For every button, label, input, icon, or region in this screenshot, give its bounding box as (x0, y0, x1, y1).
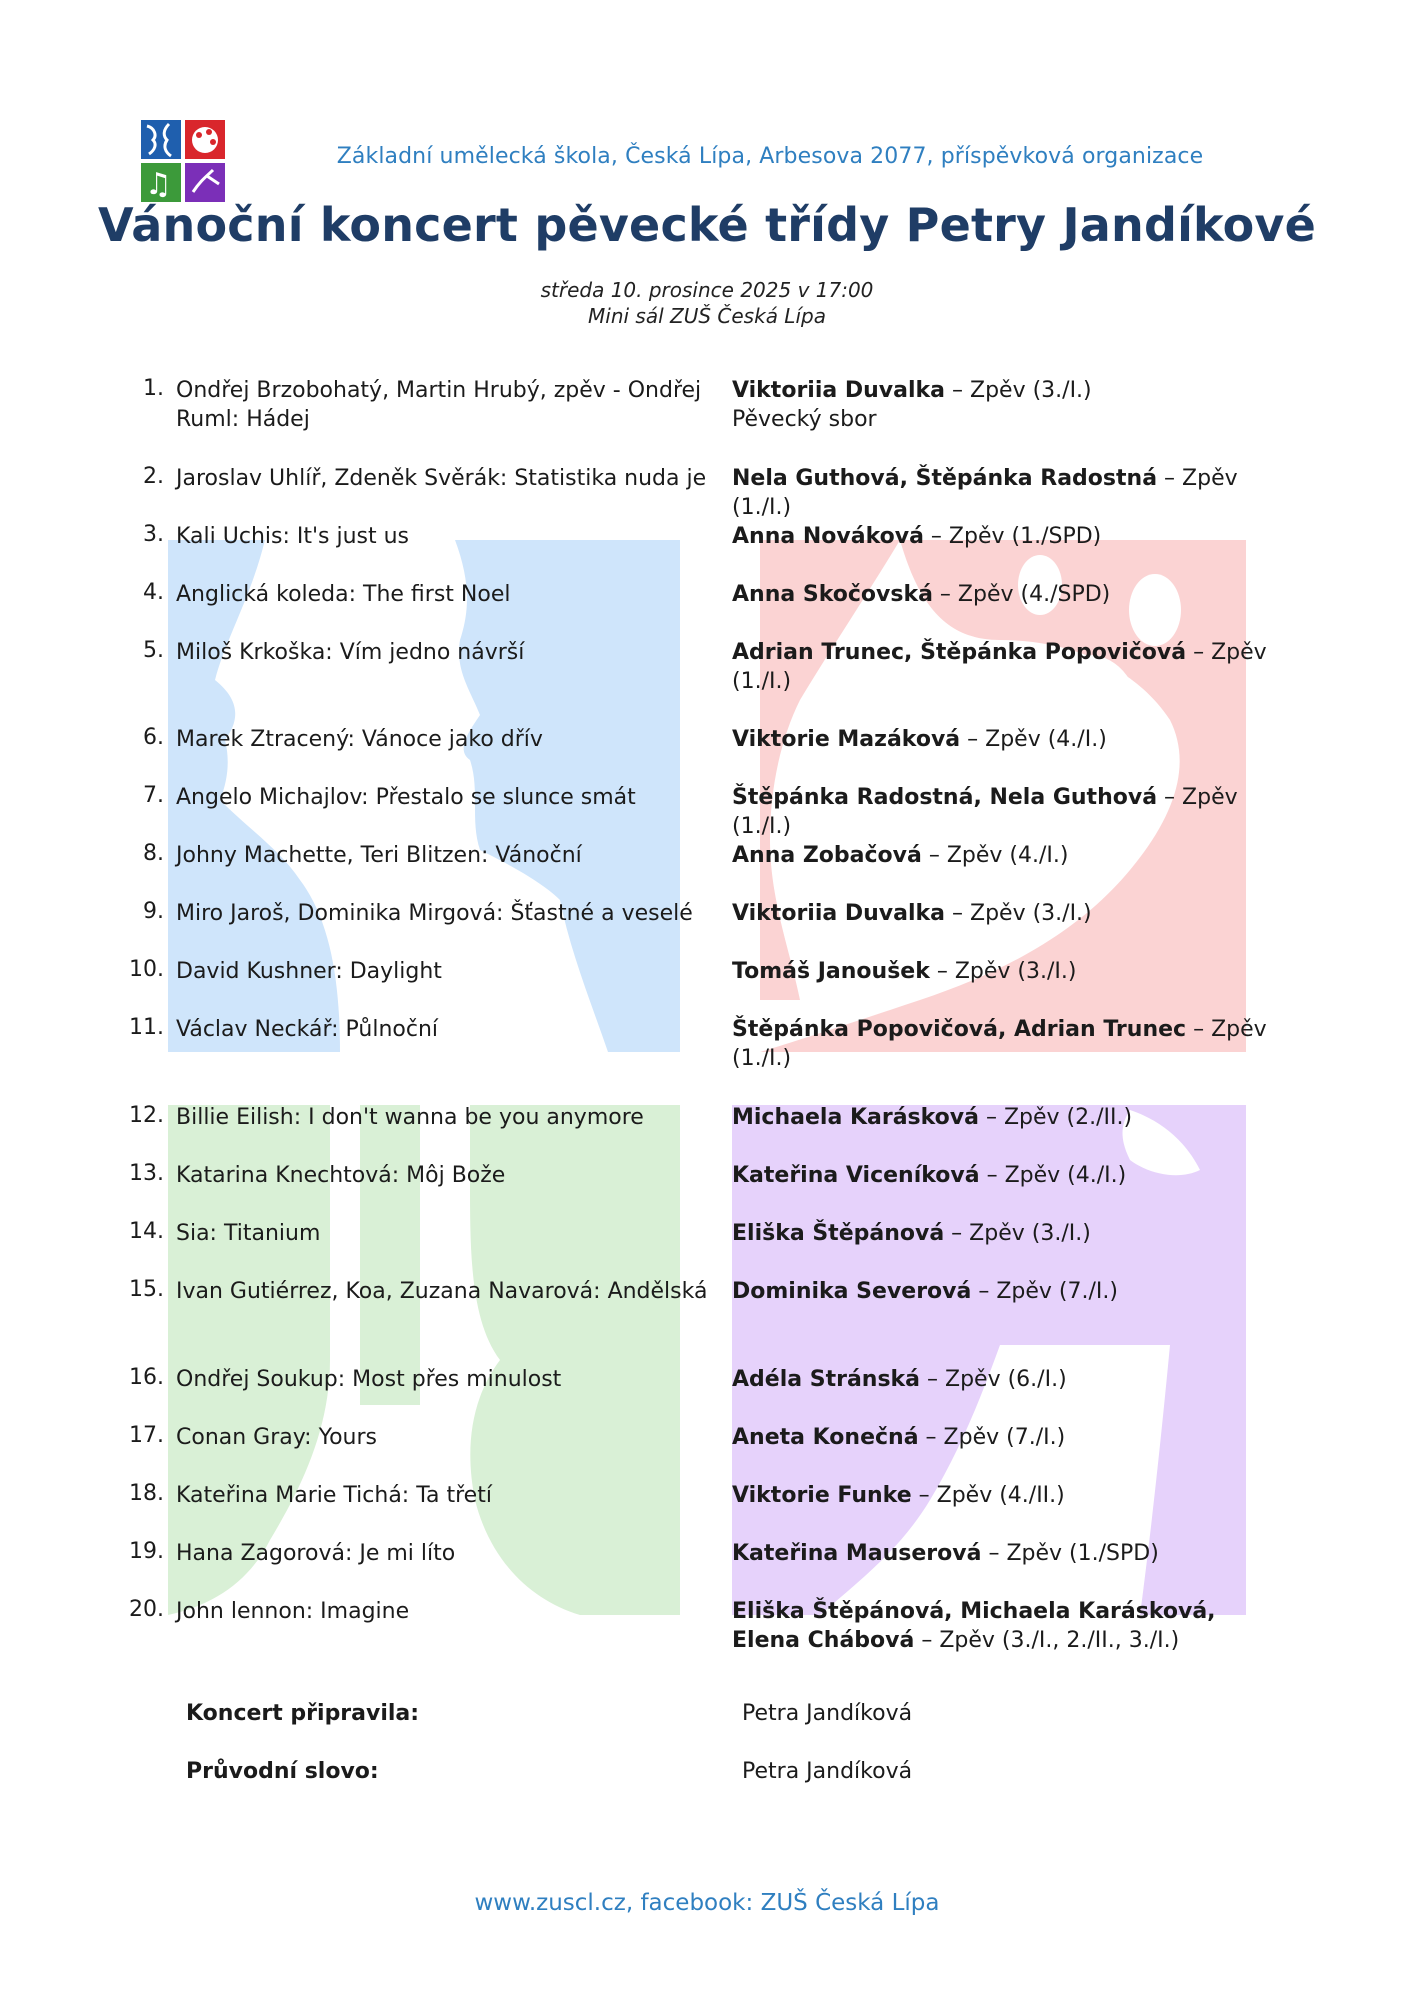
program-detail: – Zpěv (3./I.) (929, 959, 1077, 984)
program-number: 6. (143, 725, 164, 750)
program-piece: Angelo Michajlov: Přestalo se slunce smát (176, 785, 636, 810)
program-performer-line (732, 725, 1282, 754)
program-performer: Eliška Štěpánová, Michaela Karásková, Elena Chábová (732, 1599, 1216, 1653)
page-title: Vánoční koncert pěvecké třídy Petry Jandíkové (98, 198, 1316, 252)
program-piece: Katarina Knechtová: Môj Bože (176, 1163, 506, 1188)
program-performer: Tomáš Janoušek (732, 959, 930, 984)
program-detail: – Zpěv (1./I.) (732, 1017, 1267, 1071)
program-performer-line (732, 783, 1282, 841)
program-piece: Sia: Titanium (176, 1221, 321, 1246)
program-piece: Conan Gray: Yours (176, 1425, 378, 1450)
program-piece: Kateřina Marie Tichá: Ta třetí (176, 1483, 492, 1508)
program-piece: Billie Eilish: I don't wanna be you anymore (176, 1105, 644, 1130)
program-piece: Anglická koleda: The first Noel (176, 582, 511, 607)
program-piece: Johny Machette, Teri Blitzen: Vánoční (176, 843, 582, 868)
program-performer-line (732, 464, 1282, 522)
program-performer-line (732, 841, 1282, 870)
program-performer: Štěpánka Popovičová, Adrian Trunec (732, 1017, 1187, 1042)
program-performer-line (732, 638, 1282, 696)
program-number: 15. (129, 1277, 164, 1302)
program-performer-line (732, 1597, 1282, 1655)
program-number: 14. (129, 1219, 164, 1244)
program-detail: – Zpěv (1./SPD) (981, 1541, 1159, 1566)
organization-name: Základní umělecká škola, Česká Lípa, Arbesova 2077, příspěvková organizace (336, 144, 1204, 169)
program-detail: – Zpěv (1./I.) (732, 785, 1238, 839)
program-performer: Michaela Karásková (732, 1105, 979, 1130)
program-number: 5. (143, 638, 164, 663)
program-performer: Adéla Stránská (732, 1367, 921, 1392)
program-performer-line (732, 1103, 1282, 1132)
program-number: 19. (129, 1539, 164, 1564)
program-detail: – Zpěv (2./II.) (978, 1105, 1133, 1130)
program-detail: – Zpěv (4./I.) (979, 1163, 1127, 1188)
program-performer-line (732, 1015, 1282, 1073)
program-detail: – Zpěv (3./I.) (944, 1221, 1091, 1246)
program-performer: Anna Nováková (732, 524, 924, 549)
concert-venue: Mini sál ZUŠ Česká Lípa (588, 304, 826, 328)
program-number: 17. (129, 1423, 164, 1448)
program-detail: – Zpěv (4./SPD) (932, 582, 1111, 607)
program-performer-line (732, 1365, 1282, 1394)
program-number: 1. (143, 376, 164, 401)
program-performer: Nela Guthová, Štěpánka Radostná (732, 466, 1158, 491)
concert-date: středa 10. prosince 2025 v 17:00 (540, 278, 874, 302)
program-number: 7. (143, 783, 164, 808)
program-performer-line (732, 1219, 1282, 1248)
prepared-by-label: Koncert připravila: (186, 1701, 420, 1726)
program-piece: Ivan Gutiérrez, Koa, Zuzana Navarová: Andělská (176, 1279, 708, 1304)
program-detail: – Zpěv (4./I.) (921, 843, 1069, 868)
program-performer: Viktoriia Duvalka (732, 378, 946, 403)
program-performer-line (732, 580, 1282, 609)
program-piece: Hana Zagorová: Je mi líto (176, 1541, 456, 1566)
program-number: 9. (143, 899, 164, 924)
program-detail: – Zpěv (3./I., 2./II., 3./I.) (914, 1628, 1180, 1653)
program-performer-line (732, 1277, 1282, 1306)
program-number: 3. (143, 522, 164, 547)
program-piece: John lennon: Imagine (176, 1599, 410, 1624)
program-piece: Marek Ztracený: Vánoce jako dřív (176, 727, 543, 752)
program-detail: – Zpěv (1./I.) (732, 640, 1267, 694)
program-piece: Miloš Krkoška: Vím jedno návrší (176, 640, 525, 665)
program-detail: – Zpěv (7./I.) (971, 1279, 1118, 1304)
program-performer: Anna Zobačová (732, 843, 922, 868)
program-detail: – Zpěv (1./SPD) (923, 524, 1102, 549)
program-detail: – Zpěv (4./I.) (960, 727, 1107, 752)
program-number: 20. (129, 1597, 164, 1622)
program-number: 11. (129, 1015, 164, 1040)
program-detail: – Zpěv (3./I.) (945, 901, 1092, 926)
program-number: 10. (129, 957, 164, 982)
program-number: 2. (143, 464, 164, 489)
program-performer-line (732, 522, 1282, 551)
svg-text:♫: ♫ (145, 167, 172, 202)
program-performer-line (732, 1539, 1282, 1568)
program-number: 16. (129, 1365, 164, 1390)
program-detail: – Zpěv (6./I.) (920, 1367, 1067, 1392)
program-number: 8. (143, 841, 164, 866)
program-extra: Pěvecký sbor (732, 407, 877, 432)
program-piece: Miro Jaroš, Dominika Mirgová: Šťastné a veselé (176, 901, 693, 926)
program-detail: – Zpěv (4./II.) (911, 1483, 1065, 1508)
program-performer: Dominika Severová (732, 1279, 972, 1304)
program-performer-line (732, 1161, 1282, 1190)
program-performer-line (732, 899, 1282, 928)
program-performer: Kateřina Viceníková (732, 1163, 980, 1188)
program-performer: Eliška Štěpánová (732, 1221, 945, 1246)
school-logo-icon (141, 120, 225, 202)
program-performer-line (732, 1481, 1282, 1510)
website-footer: www.zuscl.cz, facebook: ZUŠ Česká Lípa (474, 1890, 940, 1916)
program-performer-line (732, 376, 1282, 434)
program-performer: Štěpánka Radostná, Nela Guthová (732, 785, 1158, 810)
program-performer: Adrian Trunec, Štěpánka Popovičová (732, 640, 1187, 665)
program-piece: David Kushner: Daylight (176, 959, 442, 984)
program-piece: Jaroslav Uhlíř, Zdeněk Svěrák: Statistika nuda je (176, 466, 707, 491)
prepared-by-value: Petra Jandíková (742, 1701, 913, 1726)
program-performer: Viktorie Funke (732, 1483, 912, 1508)
program-performer-line (732, 957, 1282, 986)
program-performer: Viktoriia Duvalka (732, 901, 946, 926)
program-piece: Kali Uchis: It's just us (176, 524, 410, 549)
program-performer: Viktorie Mazáková (732, 727, 961, 752)
program-piece: Ondřej Brzobohatý, Martin Hrubý, zpěv - Ondřej Ruml: Hádej (176, 378, 702, 432)
program-number: 18. (129, 1481, 164, 1506)
host-value: Petra Jandíková (742, 1759, 913, 1784)
host-label: Průvodní slovo: (186, 1759, 379, 1784)
program-piece: Václav Neckář: Půlnoční (176, 1017, 439, 1042)
program-number: 12. (129, 1103, 164, 1128)
program-number: 4. (143, 580, 164, 605)
program-detail: – Zpěv (3./I.) (945, 378, 1092, 403)
program-detail: – Zpěv (7./I.) (918, 1425, 1066, 1450)
program-performer: Aneta Konečná (732, 1425, 919, 1450)
program-performer: Kateřina Mauserová (732, 1541, 982, 1566)
program-detail: – Zpěv (1./I.) (732, 466, 1238, 520)
program-performer: Anna Skočovská (732, 582, 933, 607)
program-piece: Ondřej Soukup: Most přes minulost (176, 1367, 562, 1392)
program-performer-line (732, 1423, 1282, 1452)
program-number: 13. (129, 1161, 164, 1186)
